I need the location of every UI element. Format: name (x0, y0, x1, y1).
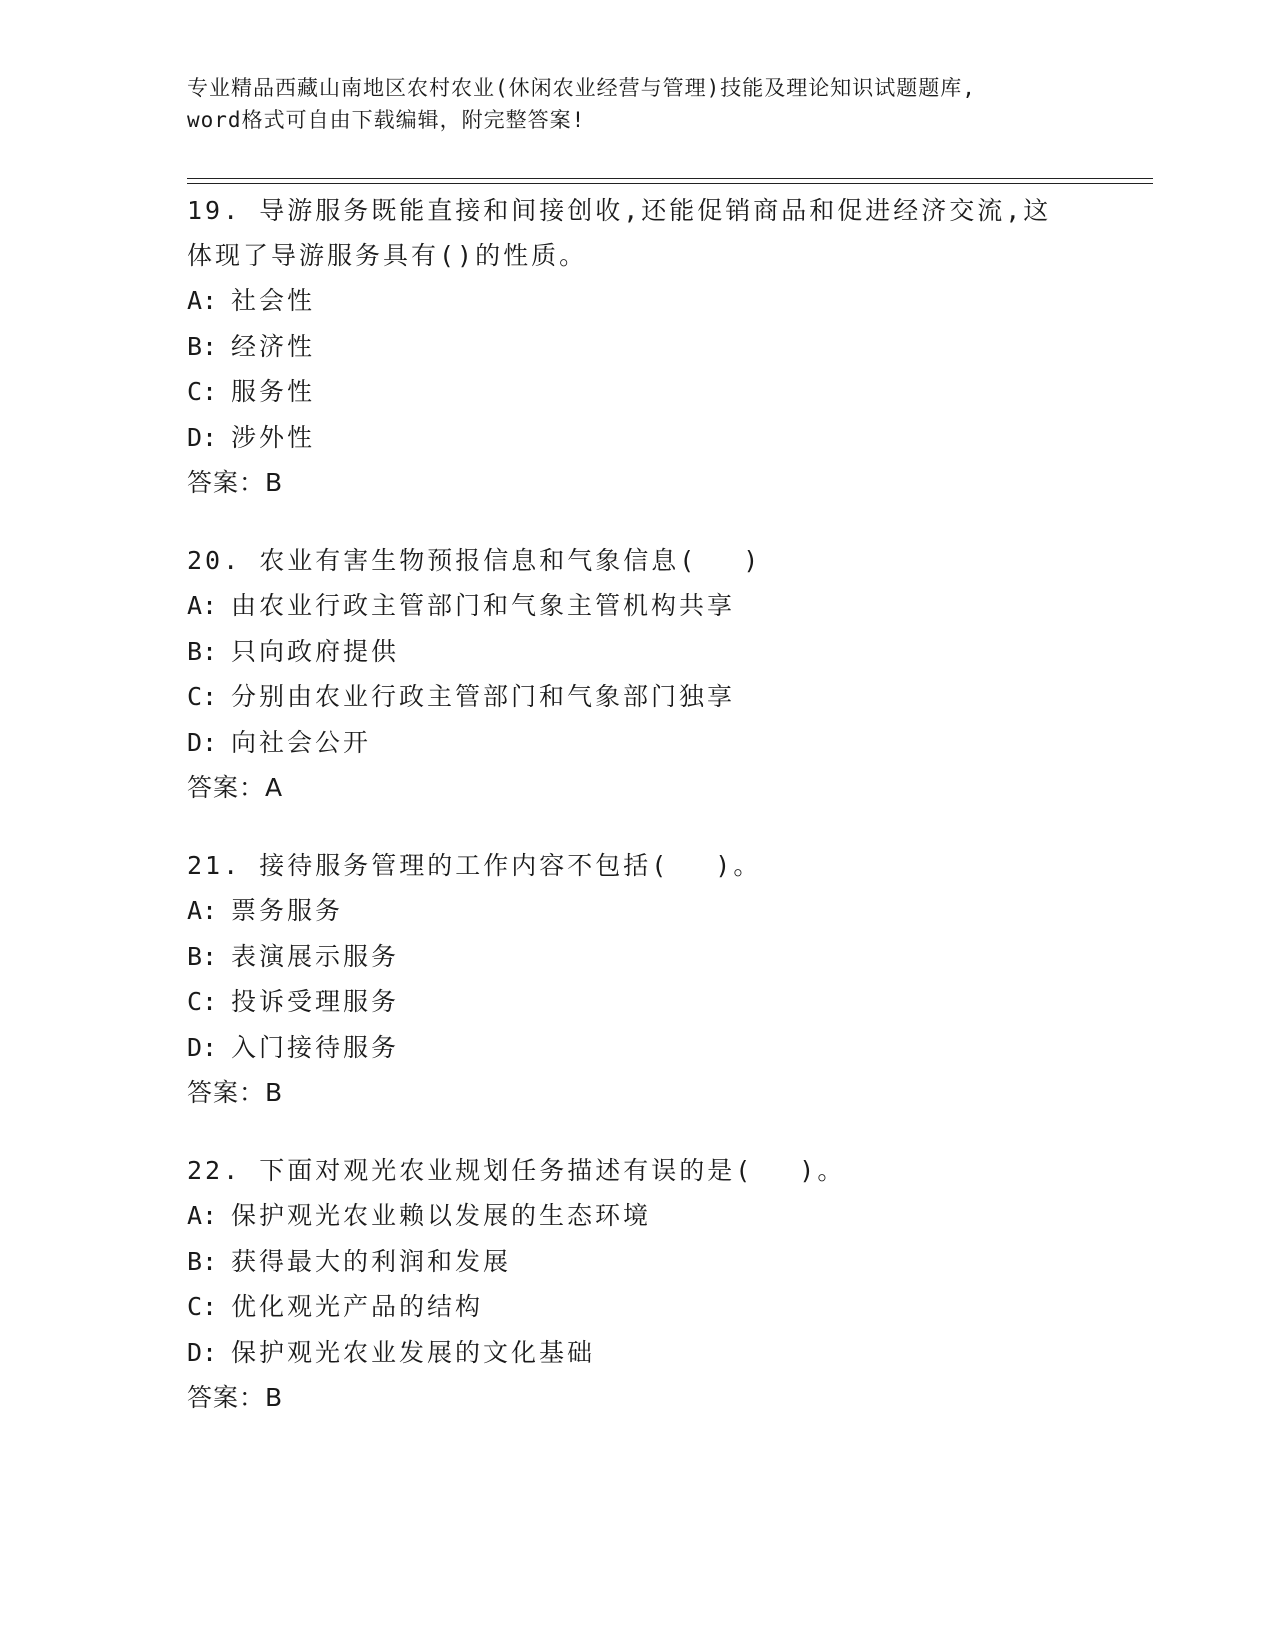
option-text: 入门接待服务 (231, 1032, 400, 1062)
option-text: 只向政府提供 (231, 636, 400, 666)
header-divider-top (187, 178, 1153, 179)
question-stem-line: 19. 导游服务既能直接和间接创收,还能促销商品和促进经济交流,这 (187, 196, 1052, 225)
question-22 (187, 1148, 1087, 1420)
option-a (187, 278, 1087, 324)
question-stem (187, 843, 1087, 888)
option-text: 由农业行政主管部门和气象主管机构共享 (231, 591, 736, 620)
option-d (187, 1025, 1087, 1071)
option-c (187, 674, 1087, 720)
option-a (187, 1193, 1087, 1239)
header-divider-bottom (187, 183, 1153, 184)
option-d (187, 1330, 1087, 1376)
option-letter: B: (187, 1246, 218, 1276)
option-b (187, 934, 1087, 980)
option-letter: A: (187, 896, 218, 925)
option-text: 经济性 (231, 331, 316, 361)
option-c (187, 979, 1087, 1025)
option-letter: D: (187, 422, 218, 452)
answer-line: 答案：B (187, 1078, 284, 1107)
option-text: 分别由农业行政主管部门和气象部门独享 (231, 682, 736, 711)
option-text: 涉外性 (231, 422, 316, 452)
option-letter: C: (187, 987, 218, 1016)
option-text: 保护观光农业赖以发展的生态环境 (231, 1201, 652, 1230)
question-stem-line: 体现了导游服务具有()的性质。 (187, 241, 588, 270)
option-text: 投诉受理服务 (231, 987, 400, 1016)
option-d (187, 415, 1087, 461)
option-letter: B: (187, 941, 218, 971)
option-b (187, 1239, 1087, 1285)
answer-line: 答案：A (187, 773, 284, 802)
option-letter: C: (187, 1292, 218, 1321)
option-letter: A: (187, 1201, 218, 1230)
question-19 (187, 188, 1087, 505)
option-letter: B: (187, 636, 218, 666)
option-text: 票务服务 (231, 896, 344, 925)
option-a (187, 583, 1087, 629)
option-text: 保护观光农业发展的文化基础 (231, 1337, 596, 1367)
question-20 (187, 538, 1087, 810)
answer-line: 答案：B (187, 1383, 284, 1412)
question-stem (187, 538, 1087, 583)
option-a (187, 888, 1087, 934)
option-b (187, 629, 1087, 675)
header-title-line-1: 专业精品西藏山南地区农村农业(休闲农业经营与管理)技能及理论知识试题题库, (187, 76, 976, 100)
option-text: 表演展示服务 (231, 941, 400, 971)
option-c (187, 369, 1087, 415)
option-letter: A: (187, 591, 218, 620)
question-stem-line: 21. 接待服务管理的工作内容不包括( )。 (187, 851, 762, 880)
question-21 (187, 843, 1087, 1115)
option-letter: B: (187, 331, 218, 361)
option-letter: D: (187, 1032, 218, 1062)
question-stem (187, 188, 1087, 278)
option-letter: D: (187, 727, 218, 757)
option-letter: D: (187, 1337, 218, 1367)
option-letter: C: (187, 682, 218, 711)
question-stem (187, 1148, 1087, 1193)
question-stem-line: 22. 下面对观光农业规划任务描述有误的是( )。 (187, 1156, 846, 1185)
option-letter: A: (187, 286, 218, 315)
answer-line: 答案：B (187, 468, 284, 497)
option-d (187, 720, 1087, 766)
option-c (187, 1284, 1087, 1330)
option-text: 获得最大的利润和发展 (231, 1246, 512, 1276)
option-letter: C: (187, 377, 218, 406)
option-b (187, 324, 1087, 370)
header-title-line-2: word格式可自由下载编辑，附完整答案! (187, 108, 586, 132)
option-text: 优化观光产品的结构 (231, 1292, 484, 1321)
option-text: 社会性 (231, 286, 316, 315)
option-text: 向社会公开 (231, 727, 372, 757)
document-header (187, 72, 1087, 136)
question-stem-line: 20. 农业有害生物预报信息和气象信息( ) (187, 546, 762, 575)
option-text: 服务性 (231, 377, 316, 406)
